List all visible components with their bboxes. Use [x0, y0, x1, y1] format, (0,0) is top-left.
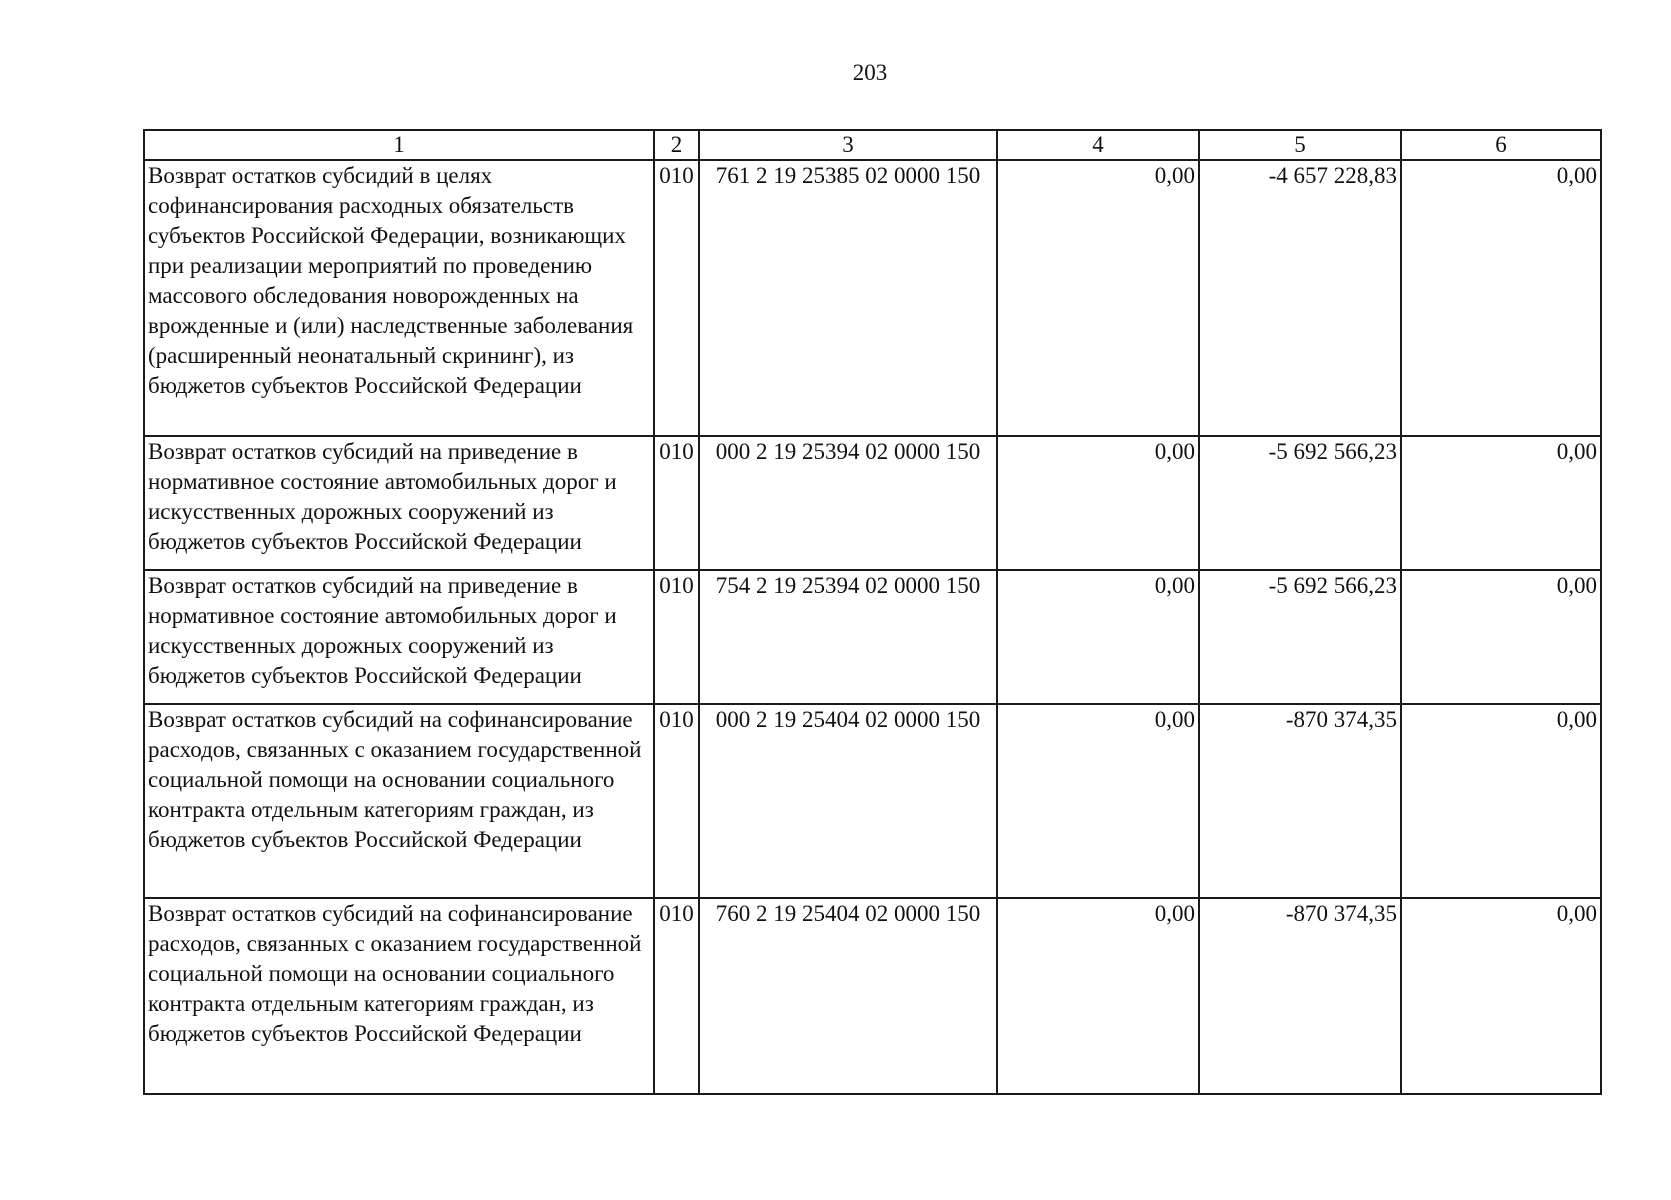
row-description: Возврат остатков субсидий в целях софинансирования расходных обязательств субъектов Российской Федерации, возникающих при реализации мероприятий по проведению массового обследования новорожденных на врожденные и (или) наследственные заболевания (расширенный неонатальный скрининг), из бюджетов субъектов Российской Федерации [144, 160, 654, 436]
header-col-2: 2 [654, 130, 699, 160]
row-value-col5: -4 657 228,83 [1199, 160, 1401, 436]
row-value-col5: -5 692 566,23 [1199, 570, 1401, 704]
page-number: 203 [852, 60, 888, 85]
row-value-col4: 0,00 [997, 436, 1199, 570]
row-code: 010 [654, 704, 699, 898]
row-code: 010 [654, 436, 699, 570]
row-code: 010 [654, 898, 699, 1094]
header-col-1: 1 [144, 130, 654, 160]
row-value-col4: 0,00 [997, 898, 1199, 1094]
row-value-col4: 0,00 [997, 704, 1199, 898]
row-value-col4: 0,00 [997, 570, 1199, 704]
table-row [144, 898, 1601, 1094]
budget-table [143, 129, 1602, 1095]
header-col-6: 6 [1401, 130, 1601, 160]
row-value-col6: 0,00 [1401, 570, 1601, 704]
row-description: Возврат остатков субсидий на софинансирование расходов, связанных с оказанием государственной социальной помощи на основании социального контракта отдельным категориям граждан, из бюджетов субъектов Российской Федерации [144, 898, 654, 1094]
table-row [144, 704, 1601, 898]
row-description: Возврат остатков субсидий на софинансирование расходов, связанных с оказанием государственной социальной помощи на основании социального контракта отдельным категориям граждан, из бюджетов субъектов Российской Федерации [144, 704, 654, 898]
row-budget-classification-code: 000 2 19 25404 02 0000 150 [699, 704, 997, 898]
table-row [144, 570, 1601, 704]
row-budget-classification-code: 760 2 19 25404 02 0000 150 [699, 898, 997, 1094]
row-value-col5: -5 692 566,23 [1199, 436, 1401, 570]
row-value-col6: 0,00 [1401, 436, 1601, 570]
header-col-5: 5 [1199, 130, 1401, 160]
row-budget-classification-code: 000 2 19 25394 02 0000 150 [699, 436, 997, 570]
table-header-row [144, 130, 1601, 160]
row-value-col4: 0,00 [997, 160, 1199, 436]
row-budget-classification-code: 761 2 19 25385 02 0000 150 [699, 160, 997, 436]
table-row [144, 436, 1601, 570]
row-value-col6: 0,00 [1401, 704, 1601, 898]
row-description: Возврат остатков субсидий на приведение в нормативное состояние автомобильных дорог и искусственных дорожных сооружений из бюджетов субъектов Российской Федерации [144, 570, 654, 704]
row-code: 010 [654, 570, 699, 704]
row-value-col5: -870 374,35 [1199, 898, 1401, 1094]
header-col-4: 4 [997, 130, 1199, 160]
row-value-col6: 0,00 [1401, 160, 1601, 436]
table-row [144, 160, 1601, 436]
row-value-col6: 0,00 [1401, 898, 1601, 1094]
row-code: 010 [654, 160, 699, 436]
row-budget-classification-code: 754 2 19 25394 02 0000 150 [699, 570, 997, 704]
row-description: Возврат остатков субсидий на приведение в нормативное состояние автомобильных дорог и искусственных дорожных сооружений из бюджетов субъектов Российской Федерации [144, 436, 654, 570]
row-value-col5: -870 374,35 [1199, 704, 1401, 898]
header-col-3: 3 [699, 130, 997, 160]
